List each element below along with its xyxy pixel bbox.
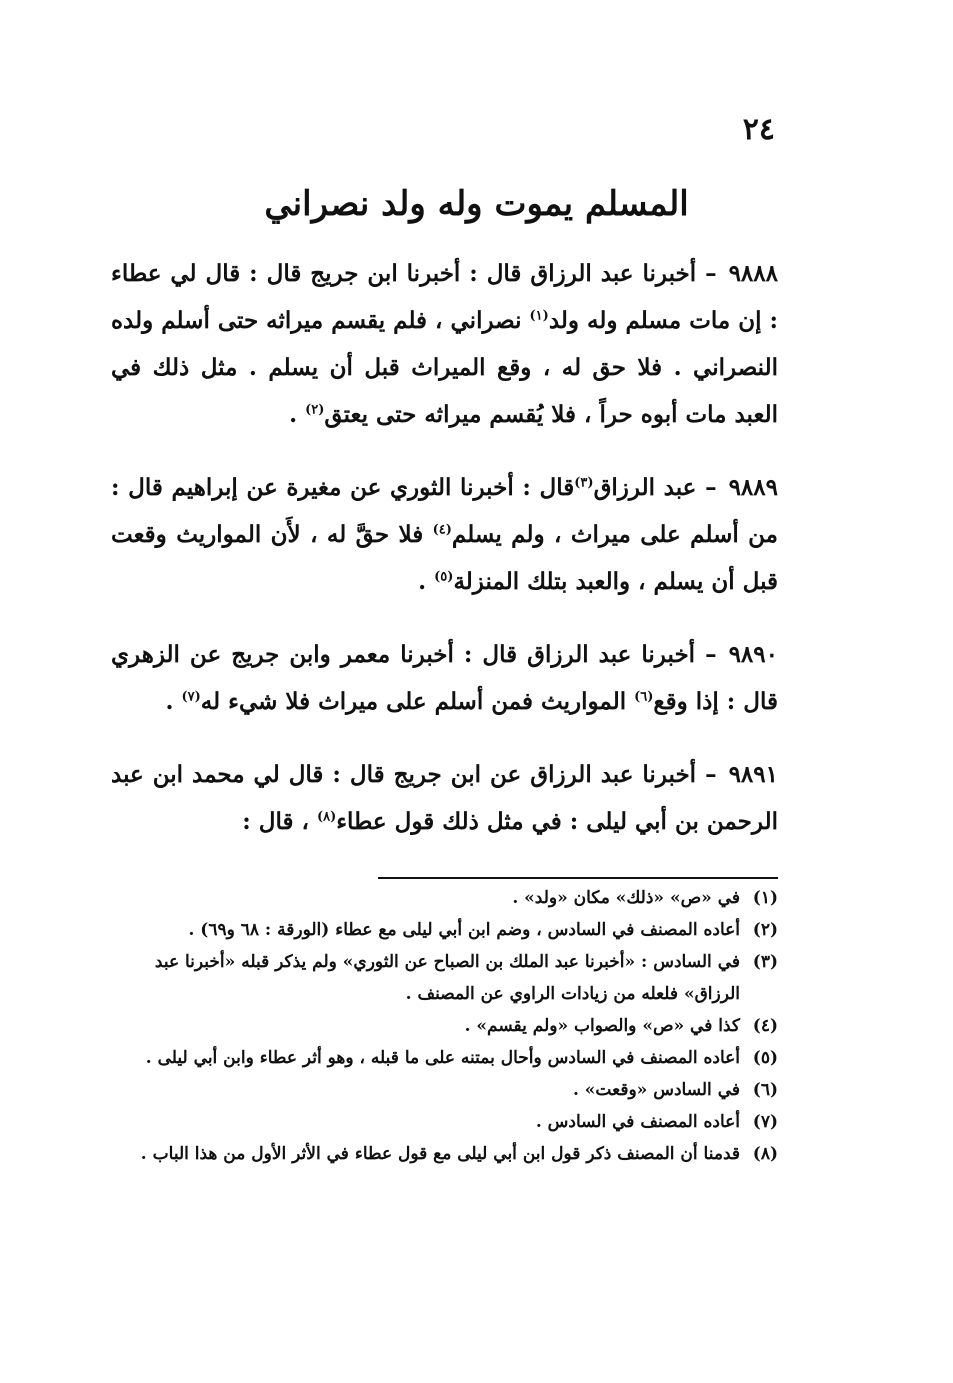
footnote: [111, 1106, 778, 1138]
hadith-text: .: [165, 688, 182, 715]
hadith-9888: [111, 250, 778, 438]
footnote-number: (٣): [752, 952, 778, 972]
footnote-ref: (٤): [432, 522, 452, 538]
footnote: [111, 1010, 778, 1042]
footnote-text: قدمنا أن المصنف ذكر قول ابن أبي ليلى مع قول عطاء في الأثر الأول من هذا الباب .: [140, 1144, 740, 1164]
hadith-9891: [111, 751, 778, 845]
footnote-text: في السادس «وقعت» .: [572, 1080, 740, 1100]
chapter-title: المسلم يموت وله ولد نصراني: [264, 184, 689, 224]
footnote-number: (٦): [752, 1080, 778, 1100]
footnote-number: (٥): [752, 1048, 778, 1068]
footnote: [111, 946, 778, 1010]
hadith-number: ٩٨٨٨: [728, 260, 778, 287]
footnote-ref: (٣): [574, 475, 594, 491]
hadith-text: – عبد الرزاق: [593, 474, 717, 501]
hadith-text: .: [289, 401, 306, 428]
hadith-9889: [111, 464, 778, 605]
hadith-number: ٩٨٩١: [728, 761, 778, 788]
footnote: [111, 1074, 778, 1106]
page-number: ٢٤: [742, 112, 775, 147]
footnote-ref: (٧): [181, 689, 201, 705]
hadith-text: المواريث فمن أسلم على ميراث فلا شيء له: [200, 688, 635, 715]
footnote-text: أعاده المصنف في السادس .: [535, 1112, 740, 1132]
hadith-text: – أخبرنا عبد الرزاق عن ابن جريج قال : قال لي محمد ابن عبد الرحمن بن أبي ليلى : في مثل ذلك قول عطاء: [111, 761, 778, 835]
hadith-number: ٩٨٨٩: [728, 474, 778, 501]
footnote-number: (٨): [752, 1144, 778, 1164]
footnote-ref: (١): [529, 308, 549, 324]
footnote: [111, 914, 778, 946]
hadith-number: ٩٨٩٠: [728, 641, 778, 668]
footnote-divider: [378, 877, 778, 879]
hadith-text: فلا حقَّ له ، لأَن المواريث وقعت قبل أن يسلم ، والعبد بتلك المنزلة: [111, 521, 778, 595]
hadith-text: – أخبرنا عبد الرزاق قال : أخبرنا معمر وابن جريج عن الزهري قال : إذا وقع: [111, 641, 778, 715]
footnote: [111, 1042, 778, 1074]
footnotes: [111, 882, 778, 1170]
main-text: [111, 250, 778, 871]
footnote: [111, 882, 778, 914]
footnote: [111, 1138, 778, 1170]
hadith-text: نصراني ، فلم يقسم ميراثه حتى أسلم ولده النصراني . فلا حق له ، وقع الميراث قبل أن يسلم . مثل ذلك في العبد مات أبوه حراً ، فلا يُقسم ميراثه حتى يعتق: [111, 307, 778, 428]
footnote-text: في السادس : «أخبرنا عبد الملك بن الصباح عن الثوري» ولم يذكر قبله «أخبرنا عبد الرزاق» فلعله من زيادات الراوي عن المصنف .: [154, 952, 740, 1004]
footnote-text: في «ص» «ذلك» مكان «ولد» .: [512, 888, 740, 908]
footnote-ref: (٨): [316, 809, 337, 825]
footnote-ref: (٢): [305, 402, 325, 418]
footnote-number: (١): [752, 888, 778, 908]
hadith-text: ، قال :: [242, 808, 317, 835]
footnote-text: أعاده المصنف في السادس وأحال بمتنه على ما قبله ، وهو أثر عطاء وابن أبي ليلى .: [145, 1048, 740, 1068]
hadith-text: قال : أخبرنا الثوري عن مغيرة عن إبراهيم قال : من أسلم على ميراث ، ولم يسلم: [111, 474, 778, 548]
footnote-number: (٧): [752, 1112, 778, 1132]
footnote-ref: (٦): [634, 689, 654, 705]
footnote-ref: (٥): [434, 569, 454, 585]
hadith-text: – أخبرنا عبد الرزاق قال : أخبرنا ابن جريج قال : قال لي عطاء : إن مات مسلم وله ولد: [111, 260, 779, 334]
hadith-9890: [111, 631, 778, 725]
footnote-number: (٤): [752, 1016, 778, 1036]
footnote-text: أعاده المصنف في السادس ، وضم ابن أبي ليلى مع عطاء (الورقة : ٦٨ و٦٩) .: [188, 920, 740, 940]
footnote-text: كذا في «ص» والصواب «ولم يقسم» .: [464, 1016, 740, 1036]
hadith-text: .: [418, 568, 435, 595]
footnote-number: (٢): [752, 920, 778, 940]
